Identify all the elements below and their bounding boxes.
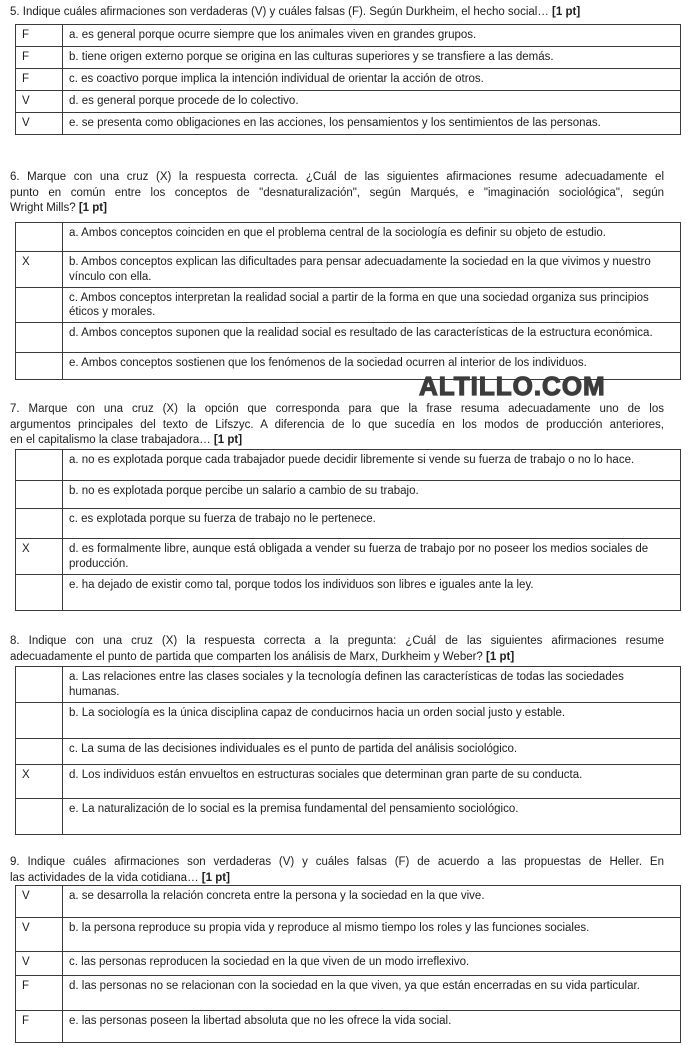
q9-row-b-mark: V — [16, 918, 63, 952]
q7-row-a-statement: a. no es explotada porque cada trabajador puede decidir libremente si vende su fuerza de trabajo o no lo hace. — [63, 450, 681, 481]
q6-row-e-mark — [16, 353, 63, 380]
q8-row-d-mark: X — [16, 764, 63, 798]
q5-row-c-statement: c. es coactivo porque implica la intención individual de orientar la acción de otros. — [63, 69, 681, 91]
q8-row-d — [16, 764, 681, 798]
q8-row-c-mark — [16, 738, 63, 764]
points-label: [1 pt] — [78, 202, 107, 215]
points-label: [1 pt] — [201, 871, 230, 884]
q7-row-c-statement: c. es explotada porque su fuerza de trabajo no le pertenece. — [63, 509, 681, 539]
q9-row-b — [16, 918, 681, 952]
q5-row-d — [16, 91, 681, 113]
q8-row-a-statement: a. Las relaciones entre las clases sociales y la tecnología definen las características de todas las sociedades humanas. — [63, 667, 681, 703]
question-9-text-line2: las actividades de la vida cotidiana… — [10, 871, 199, 884]
q9-row-c-statement: c. las personas reproducen la sociedad en la que viven de un modo irreflexivo. — [63, 952, 681, 976]
q9-row-d-statement: d. las personas no se relacionan con la sociedad en la que viven, ya que están encerradas en su vida particular. — [63, 976, 681, 1011]
q9-row-c-mark: V — [16, 952, 63, 976]
q5-row-b — [16, 47, 681, 69]
q6-row-a — [16, 223, 681, 252]
q9-row-b-statement: b. la persona reproduce su propia vida y reproduce al mismo tiempo los roles y las funciones sociales. — [63, 918, 681, 952]
question-7-text-line2: argumentos principales del texto de Lifszyc. A diferencia de lo que sucedía en los modos de producción anteriores, — [10, 418, 664, 431]
question-8-header — [10, 634, 664, 665]
q5-row-a-mark: F — [16, 25, 63, 47]
q8-row-a — [16, 667, 681, 703]
q7-row-b-mark — [16, 481, 63, 509]
q5-row-e-mark: V — [16, 113, 63, 135]
question-9-table — [15, 885, 681, 1043]
q5-row-d-mark: V — [16, 91, 63, 113]
question-7-header — [10, 402, 664, 449]
question-7-text-line3: en el capitalismo la clase trabajadora… — [10, 434, 211, 447]
q9-row-e — [16, 1011, 681, 1043]
q9-row-e-mark: F — [16, 1011, 63, 1043]
question-6-header — [10, 170, 664, 217]
question-9-header — [10, 855, 664, 886]
question-8-text-line2: adecuadamente el punto de partida que comparten los análisis de Marx, Durkheim y Weber? — [10, 650, 483, 663]
question-6-text-line1: 6. Marque con una cruz (X) la respuesta correcta. ¿Cuál de las siguientes afirmaciones resume adecuadamente el — [10, 171, 664, 183]
q9-row-a-statement: a. se desarrolla la relación concreta entre la persona y la sociedad en la que vive. — [63, 886, 681, 918]
q7-row-e-mark — [16, 574, 63, 610]
question-6-text-line2: punto en común entre los conceptos de "desnaturalización", según Marqués, e "imaginación sociológica", según — [10, 186, 664, 199]
q9-row-c — [16, 952, 681, 976]
q7-row-d-mark: X — [16, 539, 63, 575]
q9-row-d-mark: F — [16, 976, 63, 1011]
q5-row-e-statement: e. se presenta como obligaciones en las acciones, los pensamientos y los sentimientos de las personas. — [63, 113, 681, 135]
points-label: [1 pt] — [552, 6, 581, 18]
q6-row-c-statement: c. Ambos conceptos interpretan la realidad social a partir de la forma en que una sociedad organiza sus principios éticos y morales. — [63, 287, 681, 323]
q5-row-b-mark: F — [16, 47, 63, 69]
q8-row-a-mark — [16, 667, 63, 703]
q8-row-b-statement: b. La sociología es la única disciplina capaz de conducirnos hacia un orden social justo y estable. — [63, 702, 681, 738]
q6-row-b-statement: b. Ambos conceptos explican las dificultades para pensar adecuadamente la sociedad en la que vivimos y nuestro vínculo con ella. — [63, 252, 681, 288]
q7-row-e — [16, 574, 681, 610]
q9-row-d — [16, 976, 681, 1011]
q6-row-a-mark — [16, 223, 63, 252]
points-label: [1 pt] — [213, 434, 243, 447]
question-5-text: 5. Indique cuáles afirmaciones son verdaderas (V) y cuáles falsas (F). Según Durkheim, el hecho social… — [10, 6, 549, 18]
q5-row-d-statement: d. es general porque procede de lo colectivo. — [63, 91, 681, 113]
q7-row-d — [16, 539, 681, 575]
q7-row-c-mark — [16, 509, 63, 539]
question-8-table — [15, 666, 681, 835]
q7-row-b-statement: b. no es explotada porque percibe un salario a cambio de su trabajo. — [63, 481, 681, 509]
q9-row-e-statement: e. las personas poseen la libertad absoluta que no les ofrece la vida social. — [63, 1011, 681, 1043]
q6-row-c — [16, 287, 681, 323]
q7-row-e-statement: e. ha dejado de existir como tal, porque todos los individuos son libres e iguales ante la ley. — [63, 574, 681, 610]
q8-row-c — [16, 738, 681, 764]
q8-row-c-statement: c. La suma de las decisiones individuales es el punto de partida del análisis sociológico. — [63, 738, 681, 764]
q8-row-b — [16, 702, 681, 738]
q7-row-a-mark — [16, 450, 63, 481]
q5-row-a-statement: a. es general porque ocurre siempre que los animales viven en grandes grupos. — [63, 25, 681, 47]
q7-row-b — [16, 481, 681, 509]
q5-row-a — [16, 25, 681, 47]
q5-row-e — [16, 113, 681, 135]
q7-row-c — [16, 509, 681, 539]
q5-row-c-mark: F — [16, 69, 63, 91]
q9-row-a — [16, 886, 681, 918]
question-6-text-line3: Wright Mills? — [10, 202, 76, 215]
q5-row-b-statement: b. tiene origen externo porque se origina en las culturas superiores y se transfiere a las demás. — [63, 47, 681, 69]
q6-row-e-statement: e. Ambos conceptos sostienen que los fenómenos de la sociedad ocurren al interior de los individuos. — [63, 353, 681, 380]
q7-row-d-statement: d. es formalmente libre, aunque está obligada a vender su fuerza de trabajo por no poseer los medios sociales de producción. — [63, 539, 681, 575]
question-9-text-line1: 9. Indique cuáles afirmaciones son verdaderas (V) y cuáles falsas (F) de acuerdo a las propuestas de Heller. En — [10, 856, 664, 868]
q5-row-c — [16, 69, 681, 91]
q8-row-e — [16, 798, 681, 834]
question-7-table — [15, 449, 681, 611]
q6-row-b — [16, 252, 681, 288]
q7-row-a — [16, 450, 681, 481]
question-6-table — [15, 222, 681, 380]
q6-row-d — [16, 323, 681, 353]
question-5-table — [15, 24, 681, 135]
q8-row-b-mark — [16, 702, 63, 738]
q8-row-e-mark — [16, 798, 63, 834]
altillo-watermark: ALTILLO.COM — [419, 371, 606, 401]
q6-row-a-statement: a. Ambos conceptos coinciden en que el problema central de la sociología es definir su objeto de estudio. — [63, 223, 681, 252]
q9-row-a-mark: V — [16, 886, 63, 918]
q8-row-d-statement: d. Los individuos están envueltos en estructuras sociales que determinan gran parte de su conducta. — [63, 764, 681, 798]
q6-row-c-mark — [16, 287, 63, 323]
question-7-text-line1: 7. Marque con una cruz (X) la opción que corresponda para que la frase resuma adecuadamente uno de los — [10, 403, 664, 415]
q6-row-d-statement: d. Ambos conceptos suponen que la realidad social es resultado de las características de la estructura económica. — [63, 323, 681, 353]
q6-row-d-mark — [16, 323, 63, 353]
q8-row-e-statement: e. La naturalización de lo social es la premisa fundamental del pensamiento sociológico. — [63, 798, 681, 834]
question-8-text-line1: 8. Indique con una cruz (X) la respuesta correcta a la pregunta: ¿Cuál de las siguientes afirmaciones resume — [10, 635, 664, 647]
q6-row-b-mark: X — [16, 252, 63, 288]
points-label: [1 pt] — [486, 650, 515, 663]
question-5-header — [10, 5, 664, 21]
